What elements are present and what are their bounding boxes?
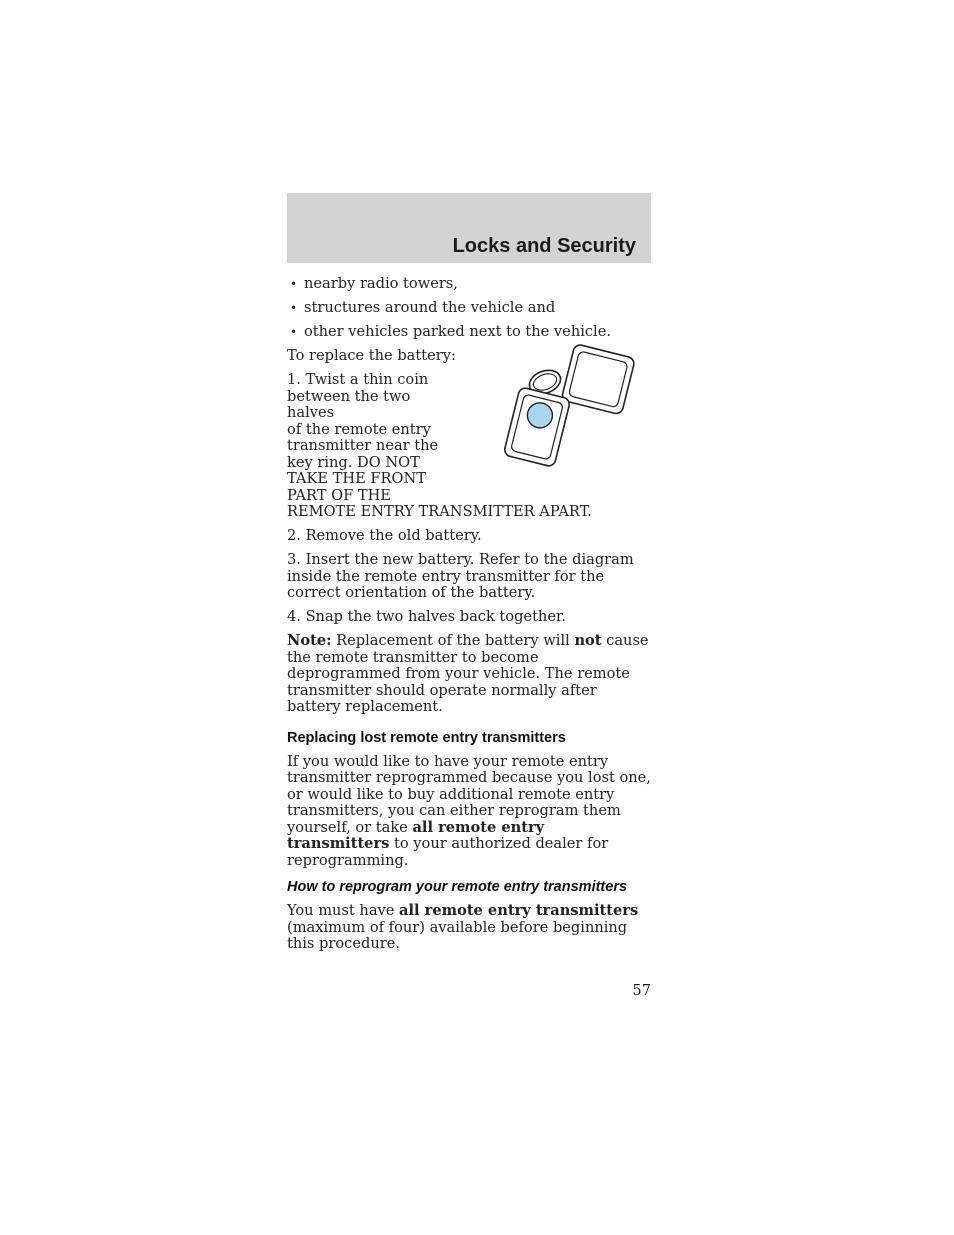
step-1-line: of the remote entry — [287, 420, 431, 438]
step-1-text — [287, 371, 592, 521]
note-label: Note: — [287, 632, 332, 649]
bullet-text: other vehicles parked next to the vehicle. — [304, 323, 611, 340]
step-1-line: transmitter near the — [287, 437, 439, 454]
step-1-line: between the two halves — [287, 387, 411, 421]
list-item — [287, 300, 651, 317]
section-heading: Replacing lost remote entry transmitters — [287, 729, 566, 746]
paragraph-emphasis: all remote entry transmitters — [399, 902, 639, 919]
paragraph-emphasis: all remote entry transmitters — [287, 818, 545, 852]
step-1 — [287, 372, 651, 521]
list-item — [287, 324, 651, 341]
paragraph-text: You must have — [287, 902, 400, 919]
bullet-icon: • — [290, 277, 298, 291]
page-content — [287, 276, 651, 960]
paragraph-text: to your authorized dealer for reprogramming. — [287, 835, 609, 869]
list-item — [287, 276, 651, 293]
bullet-list — [287, 276, 651, 341]
step-4: 4. Snap the two halves back together. — [287, 608, 566, 625]
section-header — [287, 193, 651, 263]
remote-transmitter-icon — [497, 342, 637, 472]
step-1-line: REMOTE ENTRY TRANSMITTER APART. — [287, 503, 592, 520]
step-1-line: PART OF THE — [287, 486, 391, 504]
step-1-line: 1. Twist a thin coin — [287, 371, 429, 388]
note-paragraph — [287, 633, 651, 716]
bullet-icon: • — [290, 301, 298, 315]
bullet-text: structures around the vehicle and — [304, 299, 556, 316]
page-number: 57 — [632, 982, 651, 999]
bullet-icon: • — [290, 325, 298, 339]
section-title: Locks and Security — [452, 235, 636, 257]
paragraph-text: If you would like to have your remote entry transmitter reprogrammed because you lost one, or would like to buy additional remote entry transmitters, you can either reprogram them yourself, or take — [287, 752, 651, 836]
note-text: cause the remote transmitter to become deprogrammed from your vehicle. The remote transmitter should operate normally after battery replacement. — [287, 632, 649, 715]
step-3: 3. Insert the new battery. Refer to the diagram inside the remote entry transmitter for the correct orientation of the battery. — [287, 551, 634, 601]
section-heading: How to reprogram your remote entry transmitters — [287, 879, 628, 895]
bullet-text: nearby radio towers, — [304, 275, 458, 292]
section-paragraph — [287, 903, 651, 953]
paragraph-text: (maximum of four) available before beginning this procedure. — [287, 918, 628, 952]
section-paragraph — [287, 754, 651, 870]
step-1-line: key ring. DO NOT — [287, 453, 420, 471]
replace-intro: To replace the battery: — [287, 347, 456, 364]
step-2: 2. Remove the old battery. — [287, 527, 482, 544]
note-emphasis: not — [574, 632, 602, 649]
step-1-line: TAKE THE FRONT — [287, 470, 427, 487]
note-text: Replacement of the battery will — [331, 632, 575, 649]
